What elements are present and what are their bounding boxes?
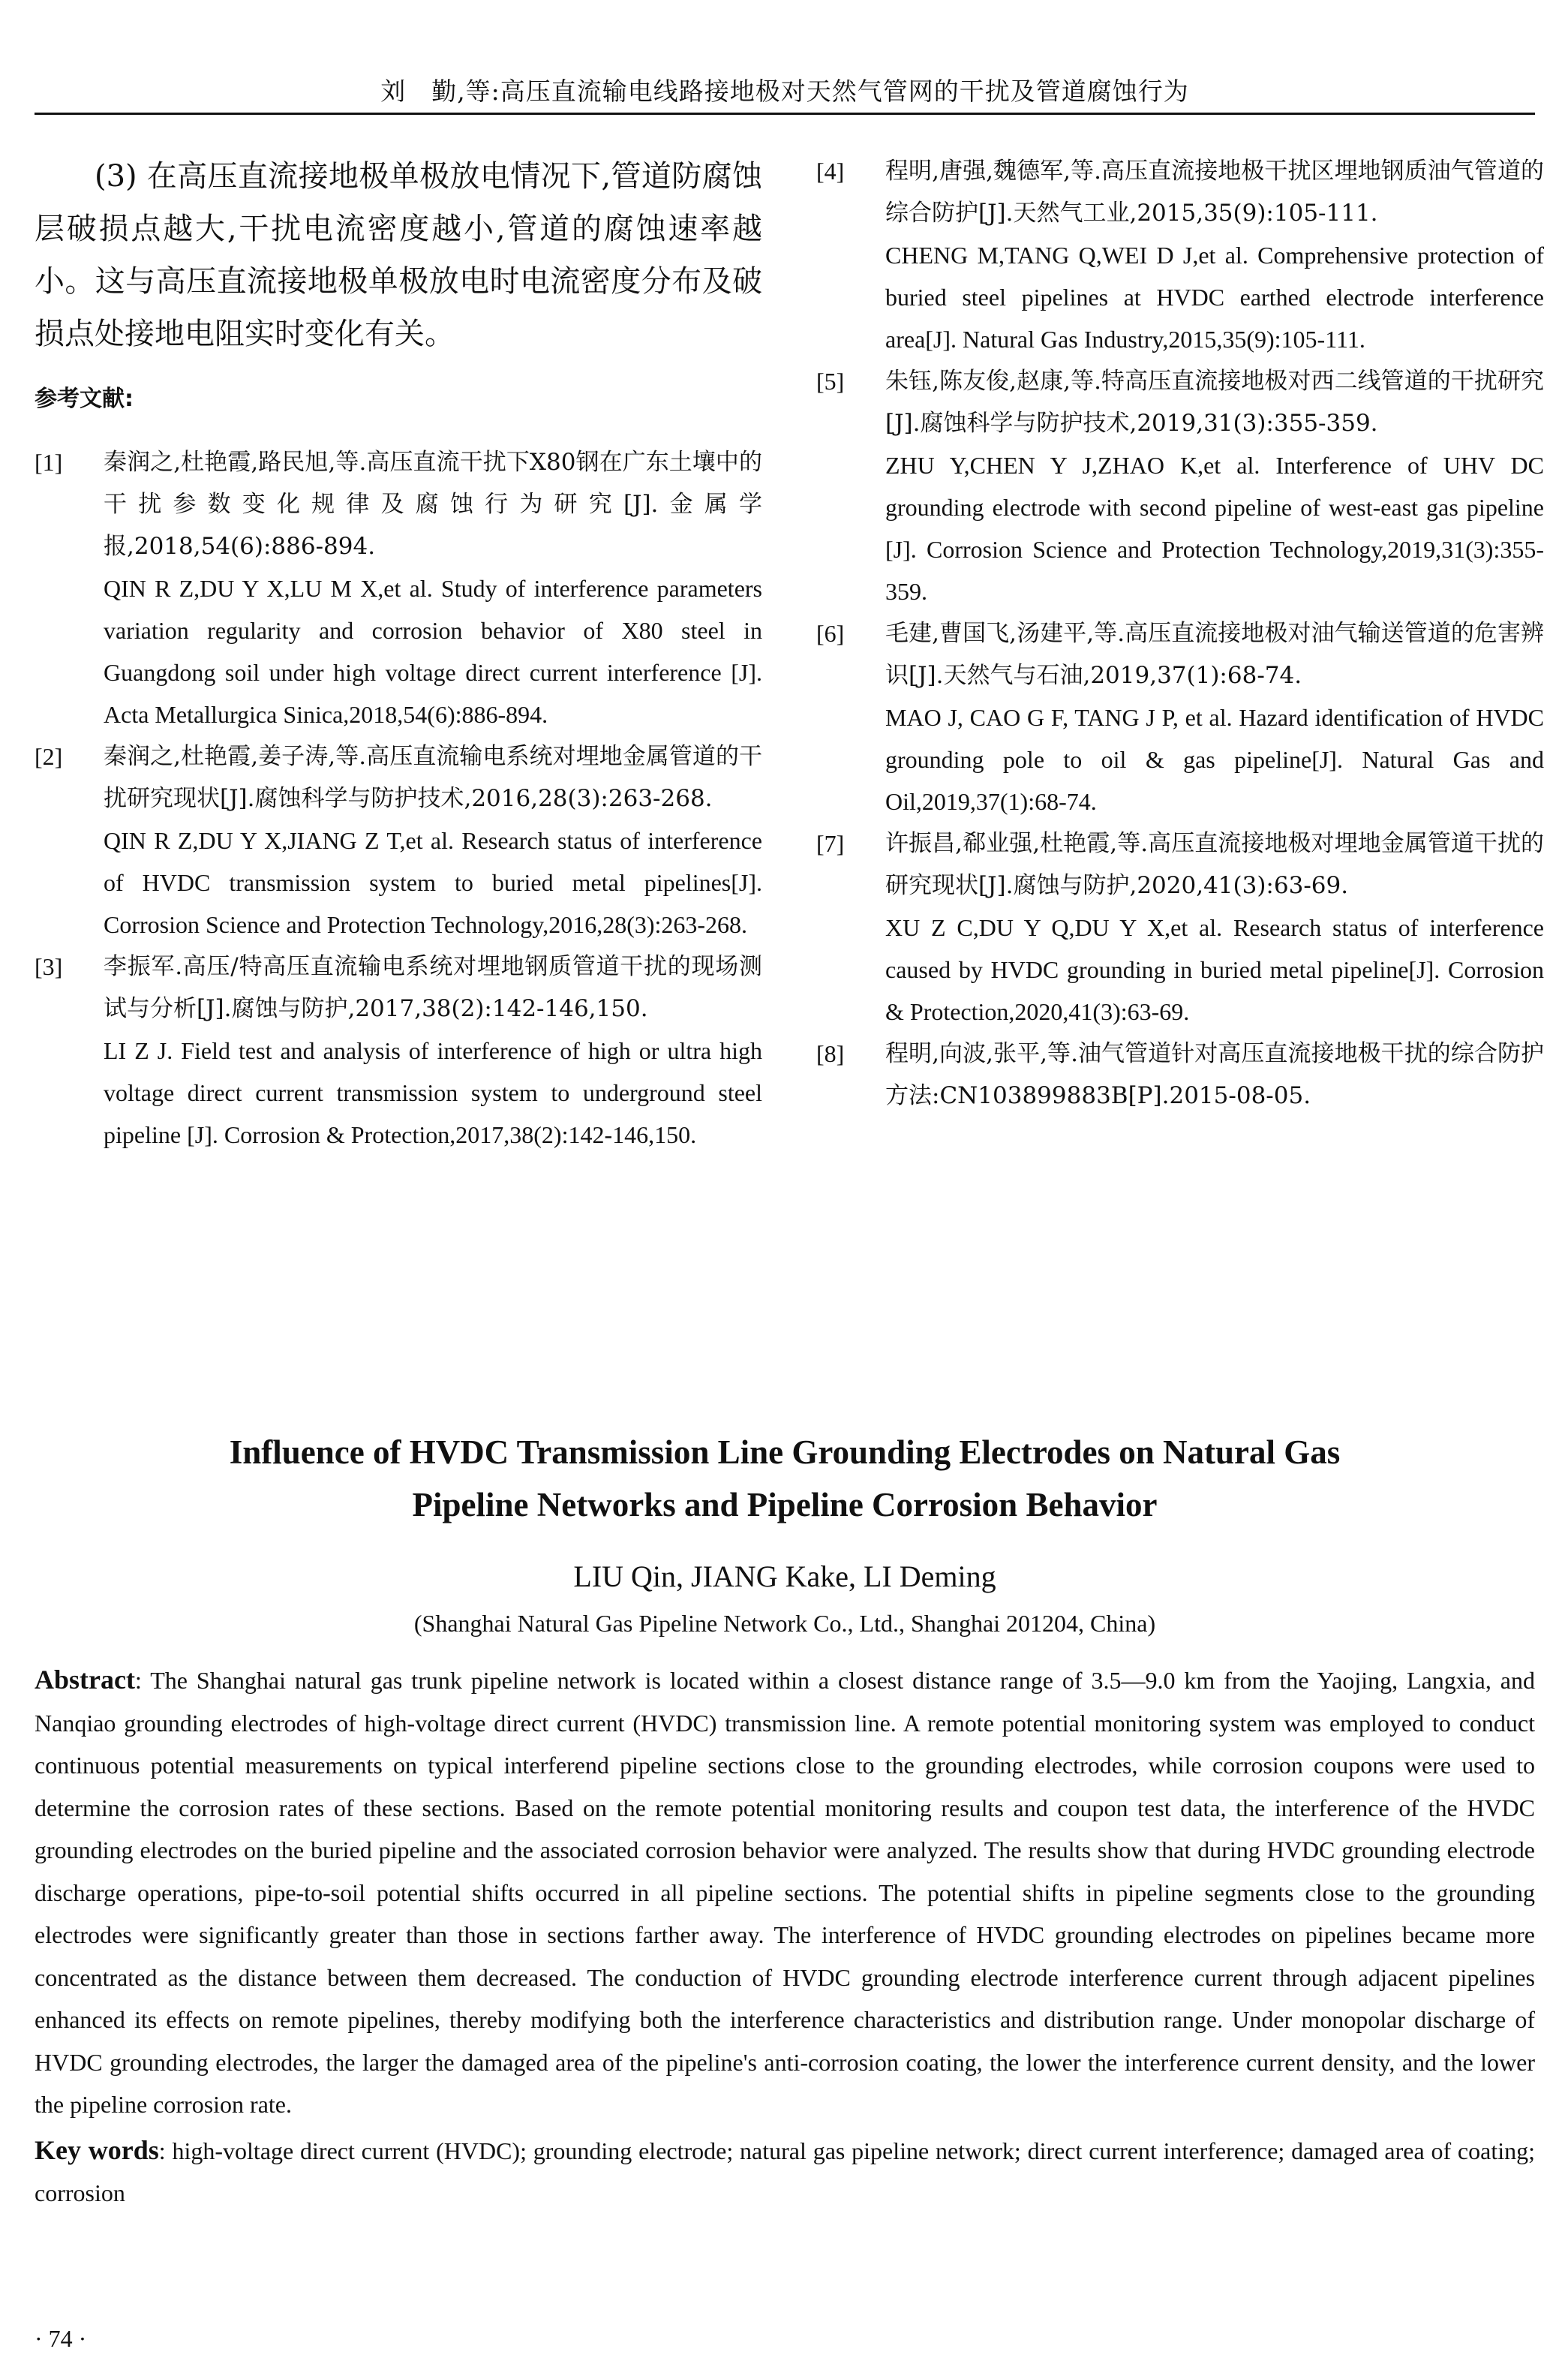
reference-english: CHENG M,TANG Q,WEI D J,et al. Comprehensive protection of buried steel pipelines at HVDC earthed electrode interference area[J]. Natural Gas Industry,2015,35(9):105-111. — [885, 242, 1544, 353]
reference-english: ZHU Y,CHEN Y J,ZHAO K,et al. Interference of UHV DC grounding electrode with second pipeline of west-east gas pipeline [J]. Corrosion Science and Protection Technology,2019,31(3):355-359. — [885, 452, 1544, 605]
reference-chinese: 秦润之,杜艳霞,路民旭,等.高压直流干扰下X80钢在广东土壤中的干扰参数变化规律及腐蚀行为研究[J].金属学报,2018,54(6):886-894. — [104, 449, 762, 560]
keywords-text: : high-voltage direct current (HVDC); grounding electrode; natural gas pipeline network; direct current interference; damaged area of coating; corrosion — [35, 2137, 1535, 2206]
right-column — [816, 150, 1544, 1117]
reference-number: [6] — [816, 620, 845, 647]
keywords-label: Key words — [35, 2134, 159, 2165]
reference-number: [3] — [35, 953, 63, 980]
reference-number: [8] — [816, 1040, 845, 1067]
reference-chinese: 秦润之,杜艳霞,姜子涛,等.高压直流输电系统对埋地金属管道的干扰研究现状[J].腐蚀科学与防护技术,2016,28(3):263-268. — [104, 743, 762, 812]
reference-item — [35, 441, 762, 735]
abstract — [35, 1659, 1535, 2126]
abstract-text: : The Shanghai natural gas trunk pipeline network is located within a closest distance range of 3.5—9.0 km from the Yaojing, Langxia, and Nanqiao grounding electrodes of high-voltage direct current (HVDC) transmission line. A remote potential monitoring system was employed to conduct continuous potential measurements on typical interferend pipeline sections close to the grounding electrodes, while corrosion coupons were used to determine the corrosion rates of these sections. Based on the remote potential monitoring results and coupon test data, the interference of the HVDC grounding electrodes on the buried pipeline and the associated corrosion behavior were analyzed. The results show that during HVDC grounding electrode discharge operations, pipe-to-soil potential shifts occurred in all pipeline sections. The potential shifts in pipeline segments close to the grounding electrodes were significantly greater than those in sections farther away. The interference of HVDC grounding electrodes on pipelines became more concentrated as the distance between them decreased. The conduction of HVDC grounding electrode interference current through adjacent pipelines enhanced its effects on remote pipelines, thereby modifying both the interference characteristics and distribution range. Under monopolar discharge of HVDC grounding electrodes, the larger the damaged area of the pipeline's anti-corrosion coating, the lower the interference current density, and the lower the pipeline corrosion rate. — [35, 1667, 1535, 2118]
english-title-line-1: Influence of HVDC Transmission Line Grounding Electrodes on Natural Gas — [229, 1433, 1341, 1471]
keywords — [35, 2129, 1535, 2214]
reference-number: [2] — [35, 743, 63, 770]
reference-item — [35, 735, 762, 946]
abstract-label: Abstract — [35, 1665, 135, 1695]
header-rule — [35, 113, 1535, 115]
reference-item — [816, 612, 1544, 823]
english-abstract-block — [35, 1426, 1535, 2214]
reference-item — [816, 823, 1544, 1033]
reference-chinese: 程明,唐强,魏德军,等.高压直流接地极干扰区埋地钢质油气管道的综合防护[J].天然气工业,2015,35(9):105-111. — [885, 158, 1544, 227]
english-title-line-2: Pipeline Networks and Pipeline Corrosion Behavior — [412, 1486, 1158, 1523]
reference-chinese: 许振昌,郗业强,杜艳霞,等.高压直流接地极对埋地金属管道干扰的研究现状[J].腐蚀与防护,2020,41(3):63-69. — [885, 830, 1544, 899]
conclusion-paragraph: (3) 在高压直流接地极单极放电情况下,管道防腐蚀层破损点越大,干扰电流密度越小,管道的腐蚀速率越小。这与高压直流接地极单极放电时电流密度分布及破损点处接地电阻实时变化有关。 — [35, 159, 762, 351]
reference-item — [816, 150, 1544, 360]
reference-english: MAO J, CAO G F, TANG J P, et al. Hazard identification of HVDC grounding pole to oil & gas pipeline[J]. Natural Gas and Oil,2019,37(1):68-74. — [885, 704, 1544, 815]
reference-number: [4] — [816, 158, 845, 185]
reference-item — [816, 360, 1544, 612]
reference-chinese: 程明,向波,张平,等.油气管道针对高压直流接地极干扰的综合防护方法:CN103899883B[P].2015-08-05. — [885, 1040, 1544, 1109]
authors: LIU Qin, JIANG Kake, LI Deming — [573, 1559, 996, 1593]
reference-number: [1] — [35, 449, 63, 476]
reference-chinese: 毛建,曹国飞,汤建平,等.高压直流接地极对油气输送管道的危害辨识[J].天然气与石油,2019,37(1):68-74. — [885, 620, 1544, 689]
reference-chinese: 朱钰,陈友俊,赵康,等.特高压直流接地极对西二线管道的干扰研究[J].腐蚀科学与防护技术,2019,31(3):355-359. — [885, 368, 1544, 437]
reference-number: [5] — [816, 368, 845, 395]
reference-english: QIN R Z,DU Y X,JIANG Z T,et al. Research status of interference of HVDC transmission system to buried metal pipelines[J]. Corrosion Science and Protection Technology,2016,28(3):263-268. — [104, 827, 762, 938]
page-number: · 74 · — [35, 2325, 87, 2352]
references-heading: 参考文献: — [35, 386, 134, 412]
reference-number: [7] — [816, 830, 845, 857]
reference-english: XU Z C,DU Y Q,DU Y X,et al. Research status of interference caused by HVDC grounding in buried metal pipeline[J]. Corrosion & Protection,2020,41(3):63-69. — [885, 914, 1544, 1025]
reference-english: LI Z J. Field test and analysis of interference of high or ultra high voltage direct current transmission system to underground steel pipeline [J]. Corrosion & Protection,2017,38(2):142-146,150. — [104, 1037, 762, 1148]
running-header: 刘 勤,等:高压直流输电线路接地极对天然气管网的干扰及管道腐蚀行为 — [380, 77, 1189, 106]
left-column — [35, 150, 762, 1156]
affiliation: (Shanghai Natural Gas Pipeline Network Co., Ltd., Shanghai 201204, China) — [413, 1610, 1156, 1637]
english-title — [35, 1426, 1535, 1531]
reference-english: QIN R Z,DU Y X,LU M X,et al. Study of interference parameters variation regularity and corrosion behavior of X80 steel in Guangdong soil under high voltage direct current interference [J]. Acta Metallurgica Sinica,2018,54(6):886-894. — [104, 575, 762, 728]
reference-chinese: 李振军.高压/特高压直流输电系统对埋地钢质管道干扰的现场测试与分析[J].腐蚀与防护,2017,38(2):142-146,150. — [104, 953, 762, 1022]
reference-item — [816, 1033, 1544, 1117]
reference-item — [35, 946, 762, 1156]
